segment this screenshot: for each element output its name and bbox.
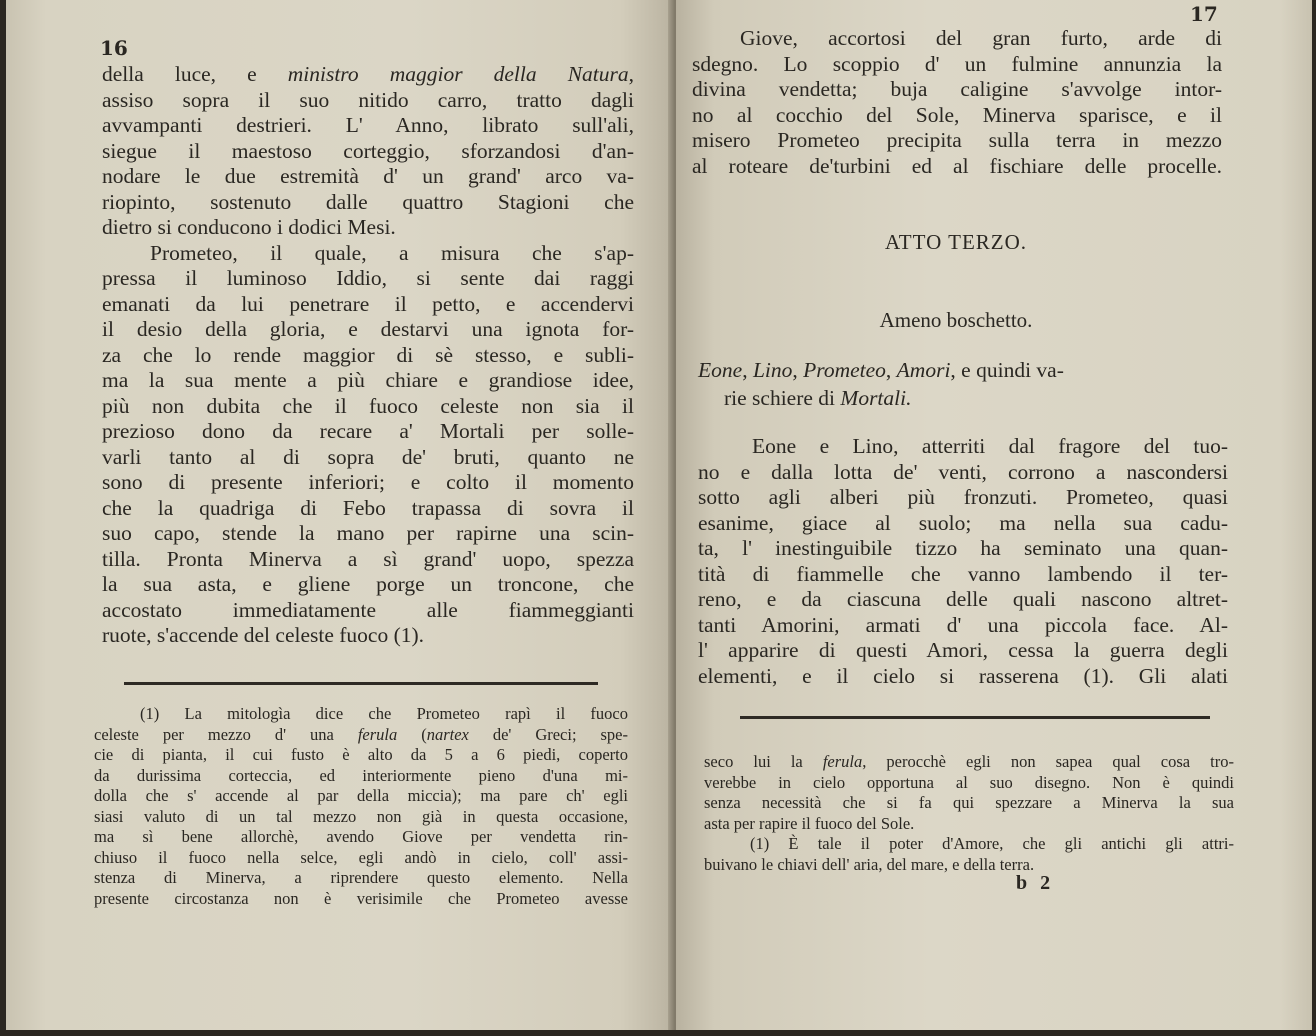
text-line: tanti Amorini, armati d' una piccola face. Al- (698, 612, 1228, 637)
scene-title: Ameno boschetto. (879, 308, 1033, 332)
right-top-text (692, 26, 1222, 179)
text-line: la sua asta, e gliene porge un troncone, che (102, 572, 634, 596)
text-line: suo capo, stende la mano per rapirne una scin- (102, 521, 634, 545)
footnote-line: stenza di Minerva, a riprendere questo elemento. Nella (94, 868, 628, 887)
left-page (6, 0, 674, 1030)
text-line: nodare le due estremità d' un grand' arco va- (102, 164, 634, 188)
text-line: assiso sopra il suo nitido carro, tratto dagli (102, 87, 634, 112)
text-line: divina vendetta; buja caligine s'avvolge intor- (692, 77, 1222, 101)
left-footnote (94, 704, 628, 909)
text-line: pressa il luminoso Iddio, si sente dai raggi (102, 266, 634, 290)
text-line: l' apparire di questi Amori, cessa la guerra degli (698, 638, 1228, 662)
text-line: Giove, accortosi del gran furto, arde di (740, 26, 1222, 50)
text-line: no al cocchio del Sole, Minerva sparisce, e il (692, 102, 1222, 127)
text-line: più non dubita che il fuoco celeste non sia il (102, 393, 634, 418)
right-page (676, 0, 1312, 1030)
text-line: dietro si conducono i dodici Mesi. (102, 215, 396, 239)
text-line: sdegno. Lo scoppio d' un fulmine annunzia la (692, 51, 1222, 76)
footnote-line: presente circostanza non è verisimile che Prometeo avesse (94, 888, 628, 908)
footnote-line: da durissima corteccia, ed interiormente pieno d'una mi- (94, 765, 628, 785)
text-line: varli tanto al di sopra de' bruti, quanto ne (102, 444, 634, 469)
footnote-line: asta per rapire il fuoco del Sole. (704, 813, 915, 833)
footnote-line: cie di pianta, il cui fusto è alto da 5 a 6 piedi, coperto (94, 745, 628, 764)
left-body-text (102, 62, 634, 649)
text-line: za che lo rende maggior di sè stesso, e subli- (102, 342, 634, 367)
right-footnote (704, 752, 1234, 875)
right-body-text (698, 434, 1228, 689)
text-line: avvampanti destrieri. L' Anno, librato sull'ali, (102, 113, 634, 137)
text-line: accostato immediatamente alle fiammeggianti (102, 597, 634, 622)
text-line: ruote, s'accende del celeste fuoco (1). (102, 623, 425, 647)
text-line: della luce, e ministro maggior della Natura, (102, 62, 634, 86)
text-line: sono di presente inferiori; e colto il momento (102, 470, 634, 494)
text-line: che la quadriga di Febo trapassa di sovra il (102, 495, 634, 520)
footnote-line: celeste per mezzo d' una ferula (nartex de' Greci; spe- (94, 724, 628, 744)
text-line: tità di fiammelle che vanno lambendo il ter- (698, 561, 1228, 586)
footnote-line: ma sì bene allorchè, avendo Giove per vendetta rin- (94, 827, 628, 846)
footnote-rule (740, 716, 1210, 719)
page-number-left: 16 (100, 36, 128, 60)
text-line: Eone e Lino, atterriti dal fragore del tuo- (752, 434, 1228, 458)
text-line: elementi, e il cielo si rasserena (1). Gli alati (698, 663, 1228, 688)
text-line: no e dalla lotta de' venti, corrono a nascondersi (698, 459, 1228, 484)
text-line: emanati da lui penetrare il petto, e accendervi (102, 291, 634, 316)
text-line: riopinto, sostenuto dalle quattro Stagioni che (102, 189, 634, 214)
text-line: misero Prometeo precipita sulla terra in mezzo (692, 128, 1222, 152)
footnote-line: chiuso il fuoco nella selce, egli andò in cielo, coll' assi- (94, 847, 628, 867)
footnote-line: buivano le chiavi dell' aria, del mare, e della terra. (704, 854, 1035, 874)
footnote-line: (1) È tale il poter d'Amore, che gli antichi gli attri- (750, 834, 1234, 853)
text-line: prezioso dono da recare a' Mortali per solle- (102, 419, 634, 443)
text-line: tilla. Pronta Minerva a sì grand' uopo, spezza (102, 546, 634, 571)
text-line: ma la sua mente a più chiare e grandiose idee, (102, 368, 634, 392)
footnote-line: dolla che s' accende al par della miccia); ma pare ch' egli (94, 786, 628, 805)
footnote-line: senza necessità che si fa qui spezzare a Minerva la sua (704, 793, 1234, 812)
footnote-line: verebbe in cielo opportuna al suo disegno. Non è quindi (704, 772, 1234, 792)
signature-mark: b 2 (1016, 872, 1055, 894)
characters-list: Eone, Lino, Prometeo, Amori, e quindi va- rie schiere di Mortali. (698, 358, 1064, 410)
text-line: siegue il maestoso corteggio, sforzandosi d'an- (102, 138, 634, 163)
text-line: Prometeo, il quale, a misura che s'ap- (150, 240, 634, 265)
footnote-line: seco lui la ferula, perocchè egli non sapea qual cosa tro- (704, 752, 1234, 771)
act-title: ATTO TERZO. (884, 230, 1028, 254)
text-line: il desio della gloria, e destarvi una ignota for- (102, 317, 634, 341)
text-line: reno, e da ciascuna delle quali nascono altret- (698, 587, 1228, 611)
footnote-rule (124, 682, 598, 685)
text-line: al roteare de'turbini ed al fischiare delle procelle. (692, 153, 1222, 178)
page-number-right: 17 (1190, 2, 1218, 26)
text-line: sotto agli alberi più fronzuti. Prometeo, quasi (698, 485, 1228, 509)
text-line: esanime, giace al suolo; ma nella sua cadu- (698, 510, 1228, 535)
footnote-line: siasi valuto di un tal mezzo non già in questa occasione, (94, 806, 628, 826)
footnote-line: (1) La mitologìa dice che Prometeo rapì il fuoco (140, 704, 628, 723)
text-line: ta, l' inestinguibile tizzo ha seminato una quan- (698, 536, 1228, 560)
